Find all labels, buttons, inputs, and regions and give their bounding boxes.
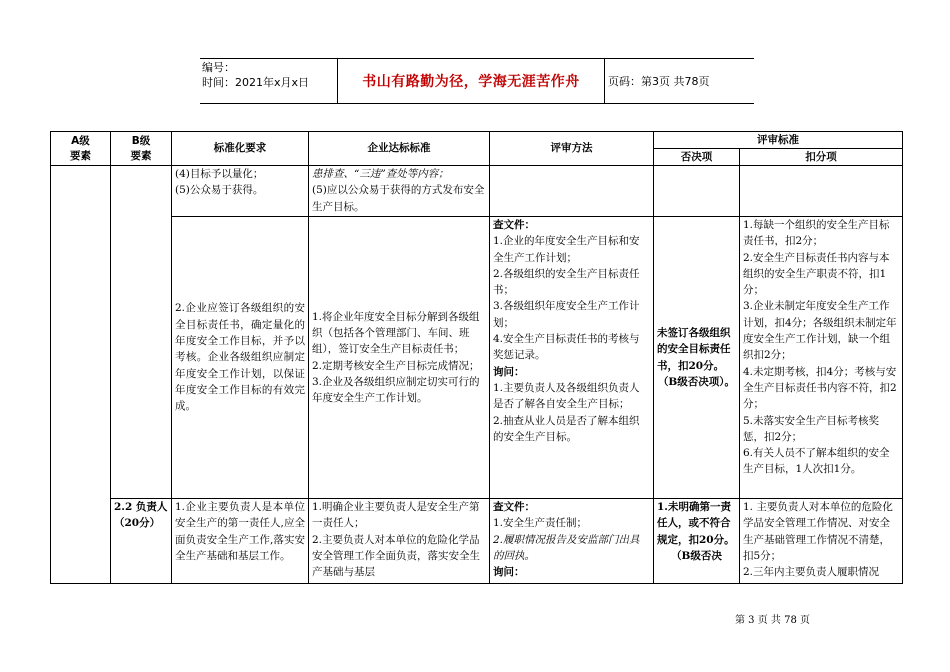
row1-enterprise [309, 166, 490, 217]
row2-method-inquiry-items: 1.主要负责人及各级组织负责人是否了解各自安全生产目标； 2.抽查从业人员是否了解本组织的安全生产目标。 [493, 381, 640, 443]
row1-method [490, 166, 654, 217]
a-level-cell [51, 166, 111, 584]
row3-method [490, 499, 654, 584]
header-a-level: A级 要素 [51, 132, 111, 166]
header-criteria: 评审标准 [654, 132, 903, 149]
row3-veto-note: （B级否决 [671, 549, 722, 562]
header-veto: 否决项 [654, 149, 740, 166]
row3-method-check-docs: 查文件： [493, 501, 535, 513]
row3-veto-text: 1.未明确第一责任人，或不符合规定，扣20分。 [657, 501, 735, 546]
page-footer: 第 3 页 共 78 页 [735, 615, 810, 626]
header-motto: 书山有路勤为径，学海无涯苦作舟 [337, 59, 605, 103]
row3-enterprise: 1.明确企业主要负责人是安全生产第一责任人； 2.主要负责人对本单位的危险化学品安全管理工作全面负责，落实安全生产基础与基层 [309, 499, 490, 584]
standards-table [50, 131, 903, 584]
doc-number: 编号： [202, 61, 235, 74]
row2-deduct: 1.每缺一个组织的安全生产目标责任书，扣2分； 2.安全生产目标责任书内容与本组织的安全生产职责不符，扣1分； 3.企业未制定年度安全生产工作计划，扣4分；各级组织未制定年度安全生产工作计划，缺一个组织扣2分； 4.未定期考核，扣4分；考核与安全生产目标责任书内容不符，扣2分； 5.未落实安全生产目标考核奖惩，扣2分； 6.有关人员不了解本组织的安全生产目标，1人次扣1分。 [740, 217, 903, 499]
header-meta [200, 59, 336, 104]
row3-method-docs: 1.安全生产责任制； [493, 517, 588, 530]
row2-veto-text: 未签订各级组织的安全目标责任书，扣20分。 [657, 326, 731, 372]
row3-veto [654, 499, 740, 584]
row2-method-inquiry: 询问： [493, 365, 525, 378]
row1-standard: (4)目标予以量化； (5)公众易于获得。 [172, 166, 309, 217]
doc-time: 时间：2021年x月x日 [202, 76, 310, 89]
row3-method-report: 2.履职情况报告及安监部门出具的回执。 [493, 533, 640, 562]
row2-veto-note: （B级否决项）。 [657, 375, 736, 388]
row2-enterprise: 1.将企业年度安全目标分解到各级组织（包括各个管理部门、车间、班组），签订安全生产目标责任书； 2.定期考核安全生产目标完成情况； 3.企业及各级组织应制定切实可行的年度安全生产工作计划。 [309, 217, 490, 499]
row3-standard: 1.企业主要负责人是本单位安全生产的第一责任人,应全面负责安全生产工作,落实安全生产基础和基层工作。 [172, 499, 309, 584]
header-method: 评审方法 [490, 132, 654, 166]
row1-enterprise-text: (5)应以公众易于获得的方式发布安全生产目标。 [312, 184, 485, 213]
header-page-info: 页码：第3页 共78页 [608, 75, 710, 88]
row2-method-check-docs: 查文件： [493, 219, 535, 231]
page-header [200, 58, 754, 104]
row2-standard: 2.企业应签订各级组织的安全目标责任书，确定量化的年度安全工作目标，并予以考核。企业各级组织应制定年度安全工作计划，以保证年度安全工作目标的有效完成。 [172, 217, 309, 499]
table-header-row [51, 132, 903, 149]
header-deduct: 扣分项 [740, 149, 903, 166]
row2-veto [654, 217, 740, 499]
table-row [51, 166, 903, 217]
header-enterprise: 企业达标标准 [309, 132, 490, 166]
header-standard: 标准化要求 [172, 132, 309, 166]
row1-enterprise-continued: 患排查、“三违”查处等内容； [312, 168, 449, 180]
row2-method-docs: 1.企业的年度安全生产目标和安全生产工作计划； 2.各级组织的安全生产目标责任书； 3.各级组织年度安全生产工作计划； 4.安全生产目标责任书的考核与奖惩记录。 [493, 235, 640, 362]
row3-method-inquiry: 询问： [493, 566, 525, 579]
table-row [51, 217, 903, 499]
row3-deduct: 1. 主要负责人对本单位的危险化学品安全管理工作情况、对安全生产基础管理工作情况不清楚，扣5分； 2.三年内主要负责人履职情况 [740, 499, 903, 584]
b-level-cell [111, 166, 172, 499]
table-row [51, 499, 903, 584]
row3-b-level: 2.2 负责人 （20分） [111, 499, 172, 584]
row1-deduct [740, 166, 903, 217]
header-b-level: B级 要素 [111, 132, 172, 166]
row2-method [490, 217, 654, 499]
row1-veto [654, 166, 740, 217]
